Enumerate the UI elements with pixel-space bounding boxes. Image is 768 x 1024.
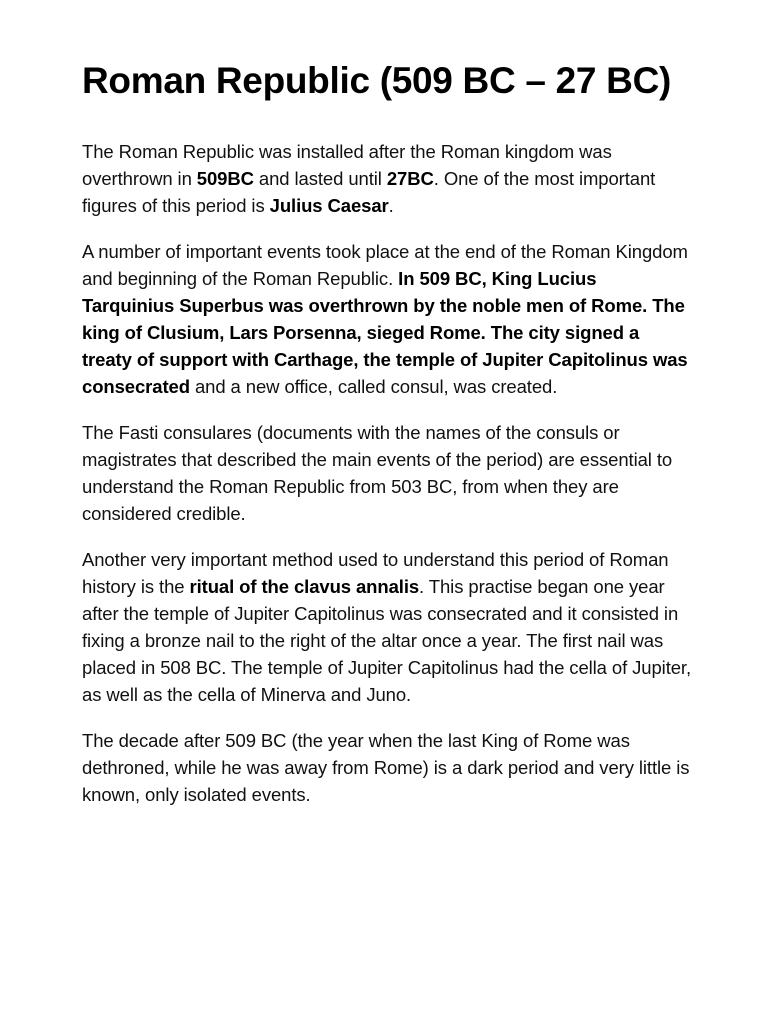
- bold-text: ritual of the clavus annalis: [189, 576, 420, 597]
- body-text: The Fasti consulares (documents with the names of the consuls or magistrates that described the main events of the period) are essential to understand the Roman Republic from 503 BC, from when they are considered credible.: [82, 422, 673, 524]
- body-text: The Roman Republic was installed after the Roman kingdom was overthrown in: [82, 141, 612, 189]
- article-paragraph: [82, 546, 692, 708]
- body-text: The decade after 509 BC (the year when the last King of Rome was dethroned, while he was away from Rome) is a dark period and very little is known, only isolated events.: [82, 730, 690, 805]
- article-body: [82, 138, 692, 808]
- article-title: Roman Republic (509 BC – 27 BC): [82, 60, 672, 101]
- bold-text: 27BC: [386, 168, 434, 189]
- body-text: and a new office, called consul, was created.: [189, 376, 558, 397]
- body-text: Another very important method used to understand this period of Roman history is the: [82, 549, 669, 597]
- body-text: .: [388, 195, 394, 216]
- article-paragraph: [82, 419, 692, 527]
- bold-text: In 509 BC, King Lucius Tarquinius Superbus was overthrown by the noble men of Rome. The king of Clusium, Lars Porsenna, sieged Rome. The city signed a treaty of support with Carthage, the temple of Jupiter Capitolinus was consecrated: [82, 268, 688, 397]
- bold-text: Julius Caesar: [269, 195, 389, 216]
- bold-text: 509BC: [196, 168, 254, 189]
- article-paragraph: [82, 238, 692, 400]
- body-text: and lasted until: [253, 168, 387, 189]
- body-text: . This practise began one year after the temple of Jupiter Capitolinus was consecrated and it consisted in fixing a bronze nail to the right of the altar once a year. The first nail was placed in 508 BC. The temple of Jupiter Capitolinus had the cella of Jupiter, as well as the cella of Minerva and Juno.: [82, 576, 691, 705]
- body-text: A number of important events took place at the end of the Roman Kingdom and beginning of the Roman Republic.: [82, 241, 688, 289]
- body-text: . One of the most important figures of this period is: [82, 168, 656, 216]
- article-paragraph: [82, 138, 692, 219]
- article-paragraph: [82, 727, 692, 808]
